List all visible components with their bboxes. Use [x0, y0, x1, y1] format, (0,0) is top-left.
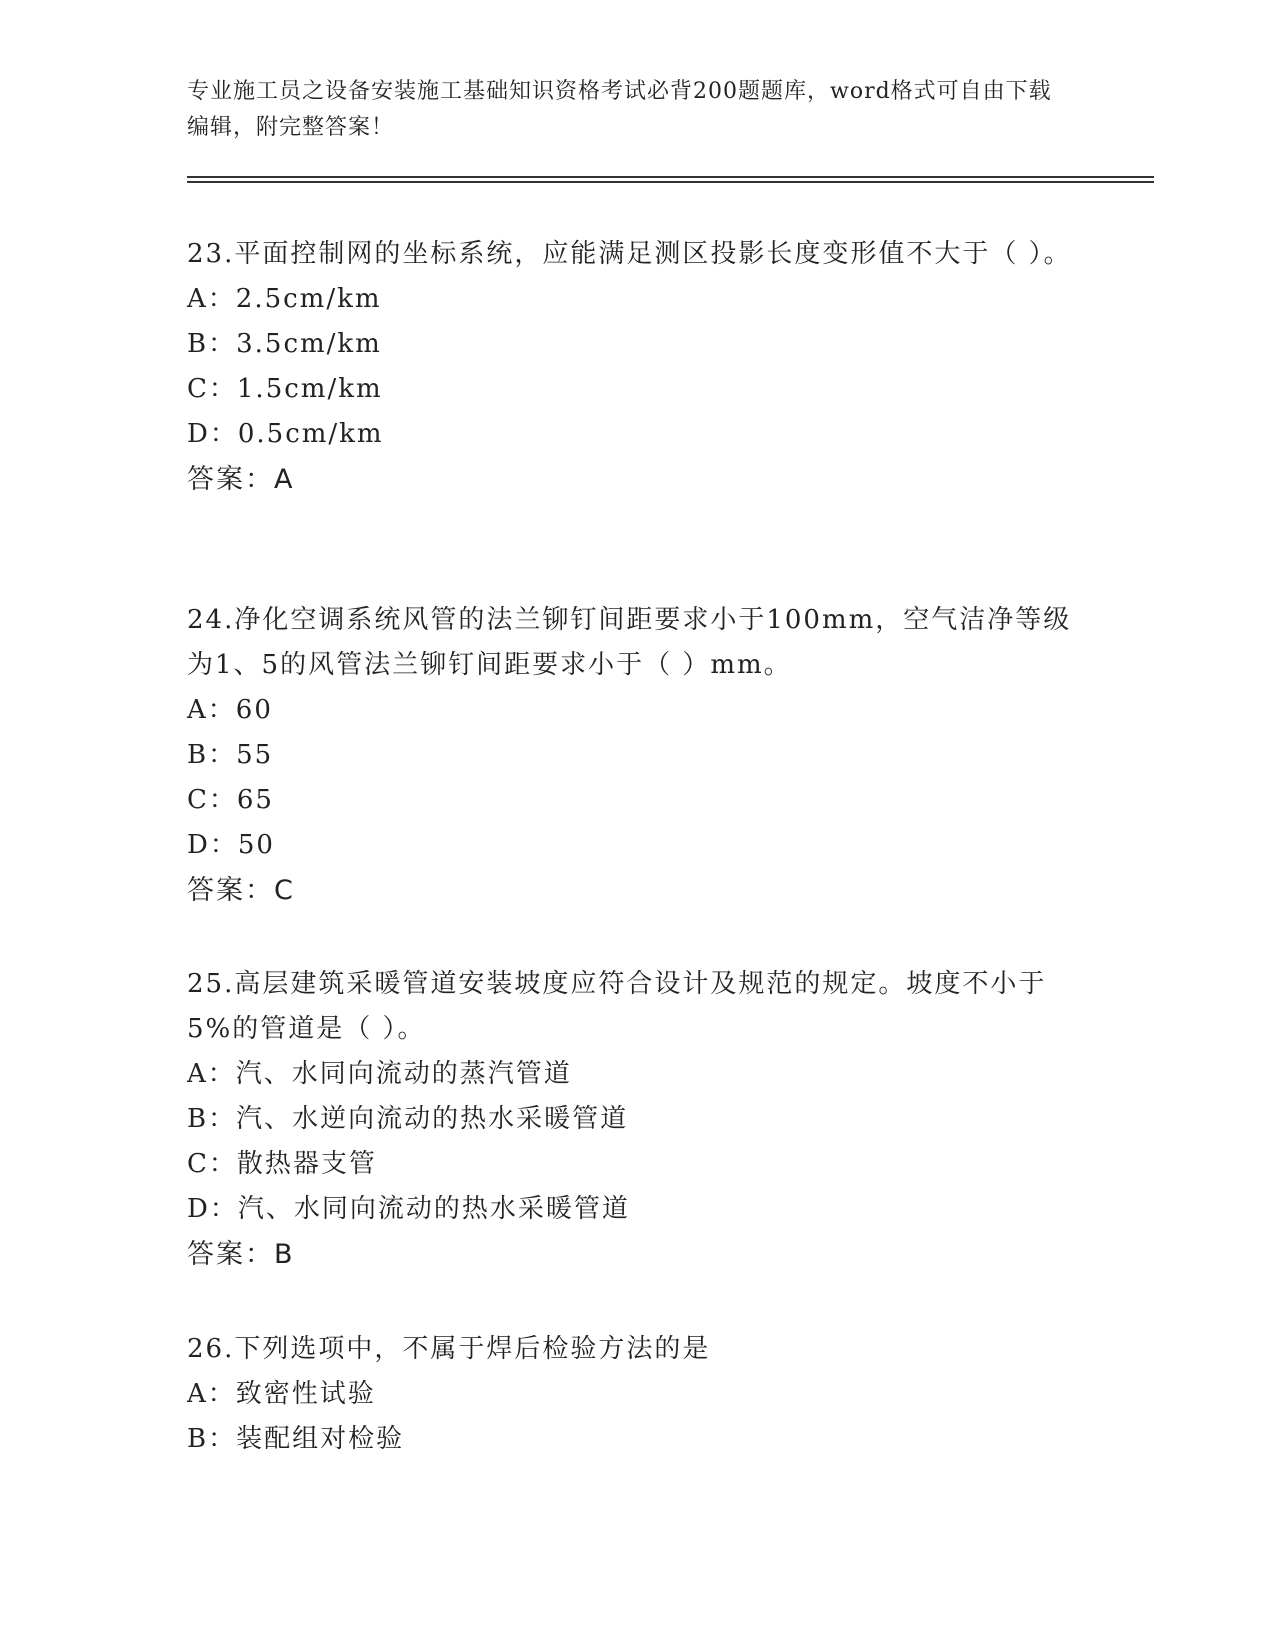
answer-line: 答案：C [187, 875, 295, 906]
header-divider-bottom [187, 181, 1154, 183]
option-c: C：散热器支管 [187, 1149, 377, 1179]
option-b: B：55 [187, 740, 274, 770]
question-26 [187, 1327, 1087, 1462]
option-d: D：汽、水同向流动的热水采暖管道 [187, 1194, 630, 1224]
option-b: B：3.5cm/km [187, 329, 382, 359]
question-text: 23.平面控制网的坐标系统，应能满足测区投影长度变形值不大于（ ）。 [187, 239, 1072, 269]
answer-line: 答案：A [187, 464, 295, 495]
option-b: B：汽、水逆向流动的热水采暖管道 [187, 1104, 629, 1134]
option-a: A：致密性试验 [187, 1379, 376, 1409]
option-d: D：0.5cm/km [187, 419, 384, 449]
question-text: 24.净化空调系统风管的法兰铆钉间距要求小于100mm，空气洁净等级为1、5的风管法兰铆钉间距要求小于（ ）mm。 [187, 605, 1072, 680]
option-b: B：装配组对检验 [187, 1424, 405, 1454]
question-text: 25.高层建筑采暖管道安装坡度应符合设计及规范的规定。坡度不小于5%的管道是（ ）。 [187, 969, 1047, 1044]
option-d: D：50 [187, 830, 275, 860]
option-a: A：60 [187, 695, 273, 725]
answer-line: 答案：B [187, 1239, 295, 1270]
question-25 [187, 962, 1087, 1277]
question-23 [187, 232, 1087, 502]
option-c: C：65 [187, 785, 274, 815]
option-c: C：1.5cm/km [187, 374, 383, 404]
option-a: A：汽、水同向流动的蒸汽管道 [187, 1059, 572, 1089]
question-text: 26.下列选项中，不属于焊后检验方法的是 [187, 1334, 711, 1364]
option-a: A：2.5cm/km [187, 284, 382, 314]
question-24 [187, 598, 1087, 913]
header-divider-top [187, 176, 1154, 178]
document-header: 专业施工员之设备安装施工基础知识资格考试必背200题题库，word格式可自由下载编辑，附完整答案！ [187, 79, 1052, 140]
